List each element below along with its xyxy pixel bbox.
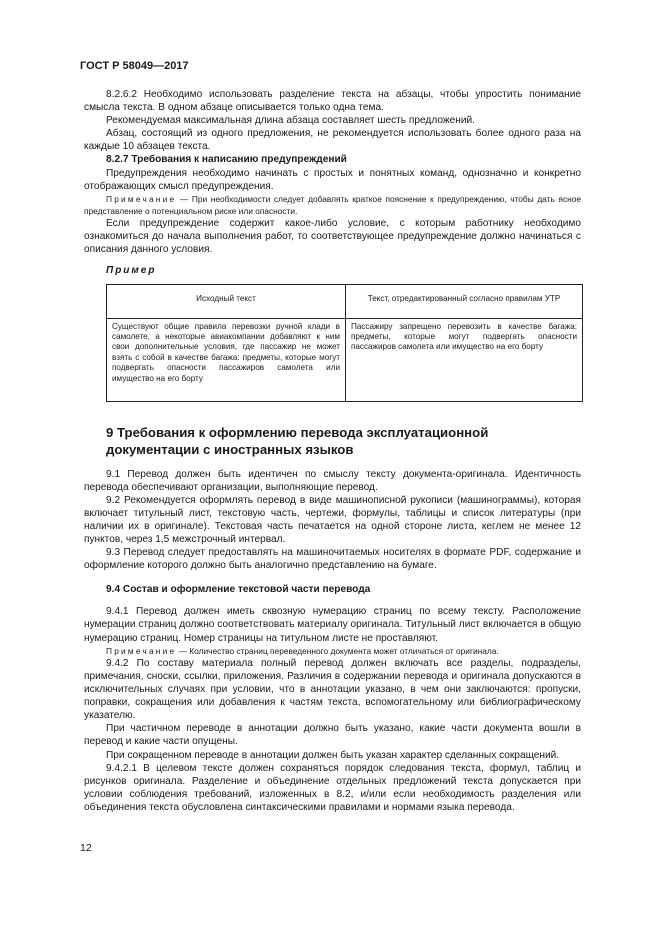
- table-header-source: Исходный текст: [107, 284, 346, 318]
- example-table: [106, 284, 583, 402]
- standard-code: ГОСТ Р 58049—2017: [80, 60, 189, 72]
- paragraph-abridged-translation: При сокращенном переводе в аннотации должен быть указан характер сделанных сокращений.: [106, 749, 560, 761]
- paragraph-single-sentence: Абзац, состоящий из одного предложения, не рекомендуется использовать более одного раза на каждые 10 абзацев текста.: [84, 128, 581, 153]
- paragraph-warnings-start: Предупреждения необходимо начинать с простых и понятных команд, однозначно и конкретно отображающих смысл предупреждения.: [84, 167, 581, 192]
- heading-8-2-7: 8.2.7 Требования к написанию предупреждений: [106, 154, 347, 166]
- table-header-row: [107, 284, 583, 318]
- heading-9-4: 9.4 Состав и оформление текстовой части перевода: [106, 584, 371, 596]
- paragraph-9-4-2-1: 9.4.2.1 В целевом тексте должен сохраняться порядок следования текста, формул, таблиц и рисунков оригинала. Разделение и объединение отдельных предложений текста допускается при условии соблюдения требований, изложенных в 8.2, и/или если необходимость разделения или объединения текста обусловлена синтаксическими правилами и нормами языка перевода.: [84, 762, 581, 813]
- paragraph-9-4-1: 9.4.1 Перевод должен иметь сквозную нумерацию страниц по всему тексту. Расположение нумерации страниц должно соответствовать материалу оригинала. Титульный лист включается в общую нумерацию страниц. Номер страницы на титульном листе не проставляют.: [84, 606, 581, 644]
- note-label: Примечание: [106, 645, 177, 656]
- paragraph-max-length: Рекомендуемая максимальная длина абзаца составляет шесть предложений.: [106, 115, 475, 127]
- table-cell-source-text: Существуют общие правила перевозки ручной клади в самолете, а некоторые авиакомпании добавляют к ним свои дополнительные условия, где пассажир не может взять с собой в качестве багажа: предметы, которые могут подвергать опасности пассажиров самолета или имущество на его борту: [107, 318, 346, 401]
- paragraph-9-3: 9.3 Перевод следует предоставлять на машиночитаемых носителях в формате PDF, содержание и оформление которого должно быть аналогично представлению на бумаге.: [84, 547, 581, 572]
- paragraph-partial-translation: При частичном переводе в аннотации должно быть указано, какие части документа вошли в перевод и какие части опущены.: [84, 723, 581, 748]
- page-body: [84, 88, 581, 814]
- table-header-edited: Текст, отредактированный согласно правилам УТР: [346, 284, 583, 318]
- table-row: [107, 318, 583, 401]
- paragraph-9-4-2: 9.4.2 По составу материала полный перевод должен включать все разделы, подразделы, примечания, сноски, ссылки, приложения. Различия в содержании перевода и оригинала допускаются в исключительных случаях при условии, что в аннотации указано, в чем они заключаются: пропуски, поправки, сокращения или добавления к частям текста, вспомогательному или библиографическому указателю.: [84, 657, 581, 722]
- note-warning-explanation: [84, 193, 581, 217]
- page-number: 12: [80, 842, 92, 854]
- table-cell-edited-text: Пассажиру запрещено перевозить в качестве багажа: предметы, которые могут подвергать опасности пассажиров самолета или имущество на его борту: [346, 318, 583, 401]
- paragraph-warning-condition: Если предупреждение содержит какое-либо условие, с которым работнику необходимо ознакомиться до начала выполнения работ, то соответствующее предупреждение должно начинаться с описания данного условия.: [84, 218, 581, 256]
- note-page-count: [84, 645, 581, 657]
- note-text: — При необходимости следует добавлять краткое пояснение к предупреждению, чтобы дать ясное представление о потенциальном риске или опасности.: [84, 193, 581, 216]
- paragraph-8-2-6-2: 8.2.6.2 Необходимо использовать разделение текста на абзацы, чтобы упростить понимание смысла текста. В одном абзаце описывается только одна тема.: [84, 89, 581, 114]
- section-9-title: 9 Требования к оформлению перевода эксплуатационной документации с иностранных языков: [106, 424, 489, 457]
- note-text: — Количество страниц переведенного документа может отличаться от оригинала.: [176, 645, 499, 656]
- example-label: Пример: [106, 265, 157, 277]
- paragraph-9-2: 9.2 Рекомендуется оформлять перевод в виде машинописной рукописи (машинограммы), которая включает титульный лист, текстовую часть, чертежи, формулы, таблицы и список литературы (при наличии их в оригинале). Текстовая часть печатается на одной стороне листа, кеглем не менее 12 пунктов, через 1,5 межстрочный интервал.: [84, 494, 581, 545]
- paragraph-9-1: 9.1 Перевод должен быть идентичен по смыслу тексту документа-оригинала. Идентичность перевода обеспечивают организации, выполняющие перевод.: [84, 468, 581, 493]
- note-label: Примечание: [106, 193, 177, 204]
